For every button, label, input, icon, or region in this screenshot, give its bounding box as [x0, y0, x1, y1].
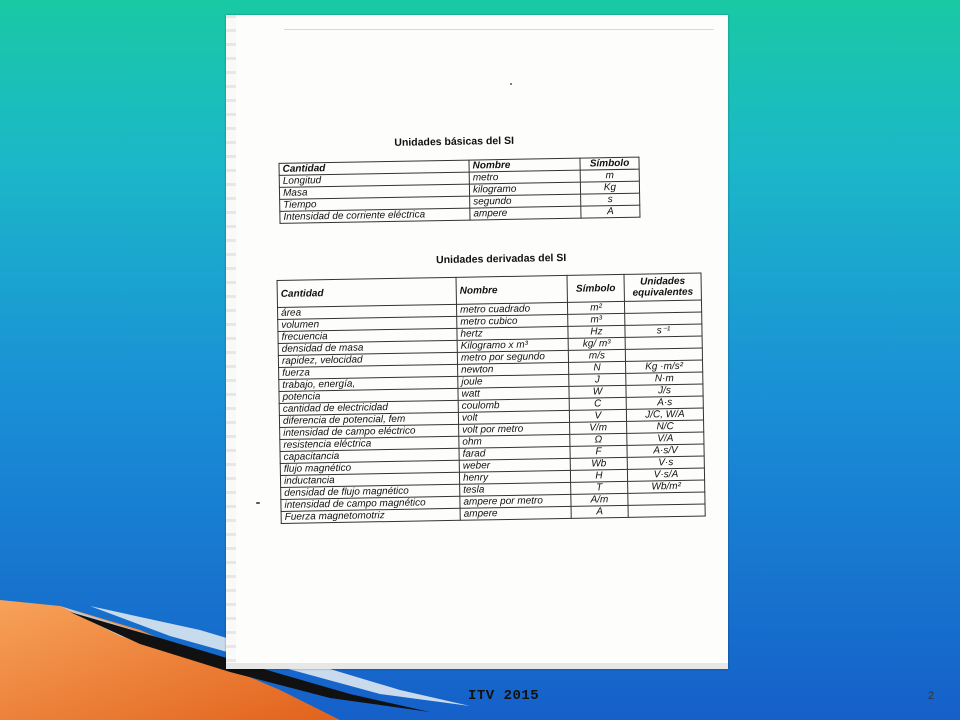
scanned-document: [226, 15, 728, 669]
table-cell: cantidad de electricidad: [279, 400, 458, 415]
table-cell: J: [569, 373, 626, 386]
table-cell: Wb: [570, 457, 627, 470]
table-cell: ampere: [460, 506, 571, 520]
table-cell: joule: [458, 374, 569, 388]
table-cell: inductancia: [280, 472, 459, 487]
table-cell: Tiempo: [280, 196, 470, 211]
speck: [256, 502, 260, 504]
table-cell: s⁻¹: [625, 324, 702, 337]
table-cell: Kg: [580, 181, 639, 194]
table-cell: s: [581, 193, 640, 206]
table-cell: intensidad de campo eléctrico: [280, 424, 459, 439]
table-cell: N: [569, 361, 626, 374]
table-cell: Longitud: [279, 172, 469, 187]
table-cell: Masa: [279, 184, 469, 199]
table-cell: V·s: [627, 456, 704, 469]
tables-sheet: [274, 127, 724, 523]
table-cell: volumen: [278, 316, 457, 331]
table-cell: Wb/m²: [628, 480, 705, 493]
binding-edge: [226, 15, 236, 669]
basic-units-title: Unidades básicas del SI: [394, 134, 515, 149]
table-cell: Kg ·m/s²: [626, 360, 703, 373]
table-cell: V: [569, 409, 626, 422]
table-cell: ohm: [459, 434, 570, 448]
table-cell: m/s: [568, 349, 625, 362]
table-cell: coulomb: [458, 398, 569, 412]
table-cell: metro cuadrado: [456, 302, 567, 316]
table-cell: W: [569, 385, 626, 398]
speck: [510, 83, 512, 85]
column-header: Símbolo: [580, 157, 639, 170]
page-top-rule: [284, 29, 714, 32]
table-cell: A: [581, 205, 640, 218]
table-cell: metro por segundo: [457, 350, 568, 364]
table-cell: volt por metro: [459, 422, 570, 436]
column-header: Nombre: [456, 275, 567, 304]
table-cell: volt: [458, 410, 569, 424]
column-header: Cantidad: [277, 277, 456, 307]
table-cell: N·m: [626, 372, 703, 385]
table-cell: frecuencia: [278, 328, 457, 343]
table-cell: densidad de flujo magnético: [281, 484, 460, 499]
table-cell: J/C, W/A: [626, 408, 703, 421]
table-cell: Hz: [568, 325, 625, 338]
table-cell: metro: [469, 170, 580, 184]
table-cell: J/s: [626, 384, 703, 397]
basic-units-table: [278, 157, 640, 224]
table-cell: kg/ m³: [568, 337, 625, 350]
table-cell: Kilogramo x m³: [457, 338, 568, 352]
table-cell: rapidez, velocidad: [278, 352, 457, 367]
table-cell: V/A: [627, 432, 704, 445]
table-cell: T: [571, 481, 628, 494]
table-cell: henry: [459, 470, 570, 484]
table-cell: tesla: [460, 482, 571, 496]
table-cell: flujo magnético: [280, 460, 459, 475]
table-cell: área: [278, 304, 457, 319]
table-cell: fuerza: [279, 364, 458, 379]
table-cell: potencia: [279, 388, 458, 403]
table-cell: A·s/V: [627, 444, 704, 457]
column-header: Símbolo: [567, 274, 624, 302]
table-cell: A/m: [571, 493, 628, 506]
page-bottom-edge: [226, 663, 728, 669]
table-cell: hertz: [457, 326, 568, 340]
table-cell: m: [580, 169, 639, 182]
table-cell: intensidad de campo magnético: [281, 496, 460, 511]
table-cell: H: [570, 469, 627, 482]
table-cell: N/C: [627, 420, 704, 433]
table-cell: resistencia eléctrica: [280, 436, 459, 451]
table-cell: watt: [458, 386, 569, 400]
column-header: Cantidad: [279, 160, 469, 175]
table-cell: densidad de masa: [278, 340, 457, 355]
table-cell: Ω: [570, 433, 627, 446]
page-number: 2: [928, 690, 935, 702]
column-header: Nombre: [469, 158, 580, 172]
table-cell: A·s: [626, 396, 703, 409]
table-cell: A: [571, 505, 628, 518]
derived-units-title: Unidades derivadas del SI: [436, 251, 567, 267]
table-cell: trabajo, energía,: [279, 376, 458, 391]
table-cell: Fuerza magnetomotriz: [281, 508, 460, 523]
derived-units-table: [277, 273, 706, 524]
table-cell: capacitancia: [280, 448, 459, 463]
table-cell: farad: [459, 446, 570, 460]
table-cell: weber: [459, 458, 570, 472]
table-cell: segundo: [470, 194, 581, 208]
table-cell: m²: [567, 301, 624, 314]
table-cell: V·s/A: [627, 468, 704, 481]
table-cell: V/m: [570, 421, 627, 434]
table-cell: ampere: [470, 206, 581, 220]
table-cell: metro cubico: [457, 314, 568, 328]
table-cell: [628, 504, 705, 517]
table-cell: Intensidad de corriente eléctrica: [280, 208, 470, 223]
footer-label: ITV 2015: [468, 688, 540, 704]
table-cell: newton: [458, 362, 569, 376]
column-header: Unidades equivalentes: [624, 273, 701, 301]
table-cell: diferencia de potencial, fem: [279, 412, 458, 427]
table-cell: kilogramo: [469, 182, 580, 196]
table-cell: C: [569, 397, 626, 410]
table-cell: F: [570, 445, 627, 458]
table-cell: m³: [568, 313, 625, 326]
table-cell: ampere por metro: [460, 494, 571, 508]
